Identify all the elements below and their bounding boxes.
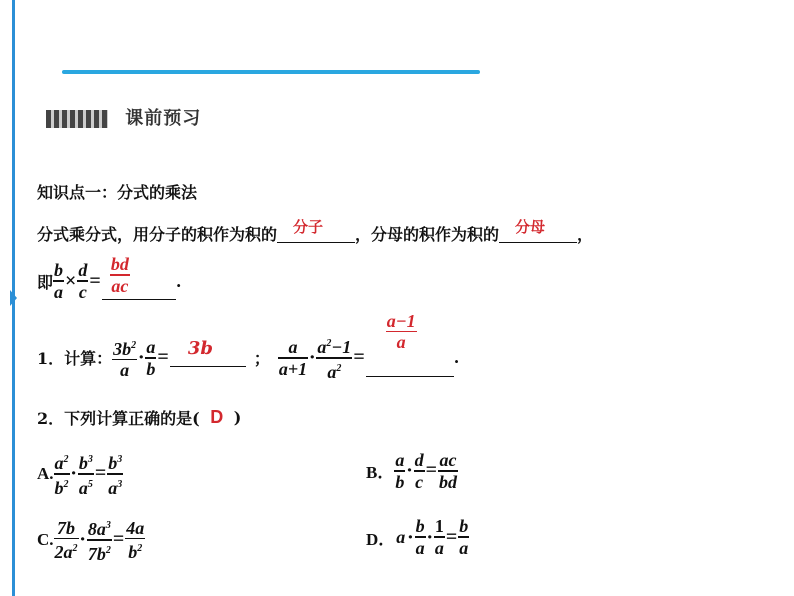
blank-numerator <box>277 218 355 243</box>
option-a-label: A. <box>37 463 54 483</box>
frac-denominator: c <box>78 281 87 302</box>
knowledge-point-title: 知识点一：分式的乘法 <box>37 185 198 202</box>
option-b-label: B． <box>366 463 395 483</box>
frac-denominator: a+1 <box>278 358 308 379</box>
section-banner <box>46 104 201 130</box>
blank-denominator <box>499 218 577 243</box>
rule-text-2: ，分母的积作为积的 <box>355 225 500 244</box>
q1-separator: ； <box>253 349 270 369</box>
frac-b-over-a-result: $\frac{b}{a}$ <box>459 516 469 558</box>
question-2 <box>37 406 241 429</box>
q1-label: 1．计算： <box>37 349 113 369</box>
q2-close-paren: ) <box>233 408 242 427</box>
frac-1-over-a: $\frac{1}{a}$ <box>434 516 444 558</box>
frac-numerator: bd <box>110 254 129 274</box>
fraction-a-over-b <box>145 337 156 379</box>
frac-a-over-b: $\frac{a}{b}$ <box>395 450 405 492</box>
rule-line-1 <box>37 218 594 245</box>
frac-denominator: ac <box>111 275 129 296</box>
option-a[interactable]: A. $\frac{a^2}{b^2}$ · $\frac{b^3}{a^5}$ = $\frac{b^3}{a^3}$ <box>37 450 123 498</box>
q1-answer-blank-2 <box>366 310 454 381</box>
fraction-b-over-a <box>53 260 64 302</box>
times-sign: × <box>65 269 77 292</box>
frac-b-over-a: $\frac{b}{a}$ <box>415 516 425 558</box>
option-c-label: C. <box>37 529 54 549</box>
frac-numerator: $3b^2$ <box>113 338 137 359</box>
banner-logo-icon <box>46 110 108 128</box>
q2-answer: D <box>210 407 224 427</box>
banner-label: 课前预习 <box>125 108 202 129</box>
answer-fraction <box>110 254 130 296</box>
q1-answer-1: 3b <box>187 338 213 360</box>
q1-end: . <box>453 348 460 368</box>
frac-numerator: a <box>146 337 156 357</box>
frac-numerator: b <box>54 260 64 281</box>
option-c[interactable]: C. $\frac{7b}{2a^2}$ · $\frac{8a^3}{7b^2}$ = $\frac{4a}{b^2}$ <box>37 517 145 564</box>
frac-a2-over-b2: $\frac{a^2}{b^2}$ <box>54 453 69 498</box>
frac-d-over-c: $\frac{d}{c}$ <box>414 450 424 492</box>
frac-numerator: d <box>78 260 88 281</box>
answer-numerator: 分子 <box>293 218 324 236</box>
frac-numerator: $a^2-1$ <box>317 337 352 357</box>
answer-blank-fraction <box>102 254 176 304</box>
frac-numerator: a−1 <box>386 310 416 331</box>
rule-text-1: 分式乘分式，用分子的积作为积的 <box>37 225 278 244</box>
fraction-a2-minus-1-over-a2 <box>316 334 352 382</box>
option-d[interactable]: D． a · $\frac{b}{a}$ · $\frac{1}{a}$ = $\frac{b}{a}$ <box>366 516 469 558</box>
question-1: 1．计算： $\frac{3b^2}{a}$ · $\frac{a}{b}$ = 3b ； $\frac{a}{a+1}$ · $\frac{a^2-1}{a^2}$ = a−1 a . <box>37 310 460 382</box>
rule-end: . <box>175 271 182 291</box>
frac-4a-over-b2: $\frac{4a}{b^2}$ <box>126 517 145 562</box>
frac-ac-over-bd: $\frac{ac}{bd}$ <box>439 450 458 492</box>
rule-formula <box>37 254 182 304</box>
frac-b3-over-a3: $\frac{b^3}{a^3}$ <box>108 453 123 498</box>
option-b[interactable]: B． $\frac{a}{b}$ · $\frac{d}{c}$ = $\frac{ac}{bd}$ <box>366 450 458 492</box>
fraction-a-over-a-plus-1 <box>278 337 308 379</box>
frac-7b-over-2a2: $\frac{7b}{2a^2}$ <box>54 517 78 562</box>
frac-numerator: a <box>288 337 298 357</box>
rule-text-3: ， <box>577 225 594 244</box>
equals-sign: = <box>89 269 101 292</box>
frac-denominator: $a^2$ <box>327 361 342 382</box>
q2-label: 2．下列计算正确的是( <box>37 409 200 428</box>
answer-denominator: 分母 <box>515 218 546 236</box>
option-d-label: D． <box>366 529 396 549</box>
lead-term: a <box>396 527 406 547</box>
frac-denominator: a <box>396 332 406 353</box>
q1-answer-2 <box>386 311 417 353</box>
fraction-3b2-over-a <box>112 336 137 381</box>
header-rule <box>62 70 480 74</box>
frac-denominator: a <box>120 360 130 380</box>
frac-denominator: b <box>146 358 156 379</box>
frac-8a3-over-7b2: $\frac{8a^3}{7b^2}$ <box>87 519 111 564</box>
equals-sign: = <box>353 346 365 369</box>
rule-prefix: 即 <box>37 272 54 292</box>
frac-b3-over-a5: $\frac{b^3}{a^5}$ <box>78 453 93 498</box>
frac-denominator: a <box>54 281 64 302</box>
equals-sign: = <box>157 346 169 369</box>
sidebar-notch-icon <box>10 290 17 306</box>
fraction-d-over-c <box>77 260 88 302</box>
q1-answer-blank <box>170 338 246 367</box>
